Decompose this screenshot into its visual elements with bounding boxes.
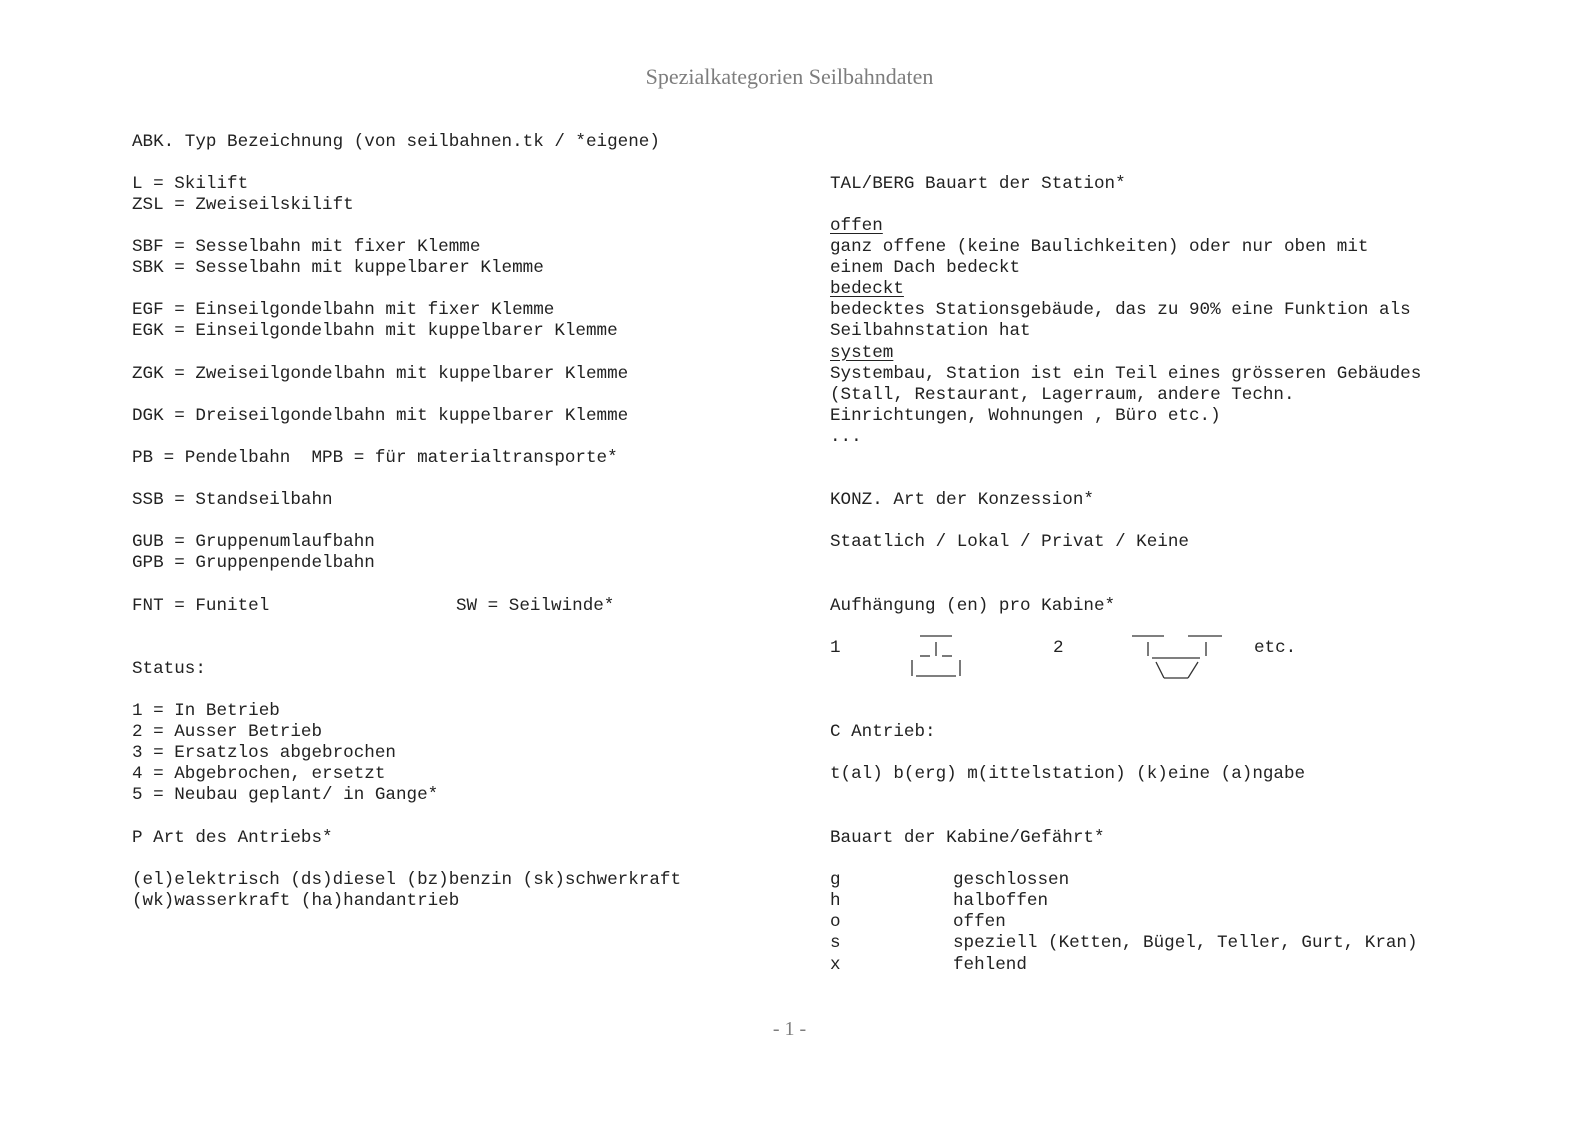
type-sbk: SBK = Sesselbahn mit kuppelbarer Klemme [132, 258, 544, 278]
status-heading: Status: [132, 659, 206, 679]
system-desc: Systembau, Station ist ein Teil eines grösseren Gebäudes [830, 364, 1422, 384]
type-egk: EGK = Einseilgondelbahn mit kuppelbarer Klemme [132, 321, 618, 341]
cabin-code: o [830, 912, 841, 932]
bedeckt-label: bedeckt [830, 279, 904, 299]
status-item: 5 = Neubau geplant/ in Gange* [132, 785, 439, 805]
cabin-label: fehlend [953, 955, 1027, 975]
type-sbf: SBF = Sesselbahn mit fixer Klemme [132, 237, 481, 257]
suspension-one-label: 1 [830, 638, 841, 658]
double-suspension-diagram [1126, 624, 1236, 684]
type-pb: PB = Pendelbahn MPB = für materialtransporte* [132, 448, 618, 468]
abk-heading: ABK. Typ Bezeichnung (von seilbahnen.tk / *eigene) [132, 132, 660, 152]
type-sw: SW = Seilwinde* [456, 596, 615, 616]
status-item: 1 = In Betrieb [132, 701, 280, 721]
system-desc: Einrichtungen, Wohnungen , Büro etc.) [830, 406, 1221, 426]
offen-desc: einem Dach bedeckt [830, 258, 1021, 278]
offen-label: offen [830, 216, 883, 236]
type-zsl: ZSL = Zweiseilskilift [132, 195, 354, 215]
cabin-code: h [830, 891, 841, 911]
page-number: - 1 - [772, 1018, 807, 1040]
type-dgk: DGK = Dreiseilgondelbahn mit kuppelbarer Klemme [132, 406, 629, 426]
konz-values: Staatlich / Lokal / Privat / Keine [830, 532, 1189, 552]
cabin-label: offen [953, 912, 1006, 932]
status-item: 2 = Ausser Betrieb [132, 722, 323, 742]
antrieb-values: t(al) b(erg) m(ittelstation) (k)eine (a)ngabe [830, 764, 1306, 784]
cabin-code: g [830, 870, 841, 890]
suspension-etc-label: etc. [1254, 638, 1297, 658]
cabin-label: geschlossen [953, 870, 1070, 890]
drive-line: (wk)wasserkraft (ha)handantrieb [132, 891, 460, 911]
cabin-label: halboffen [953, 891, 1049, 911]
type-l: L = Skilift [132, 174, 249, 194]
drive-line: (el)elektrisch (ds)diesel (bz)benzin (sk)schwerkraft [132, 870, 682, 890]
cabin-code: s [830, 933, 841, 953]
cabin-code: x [830, 955, 841, 975]
type-fnt: FNT = Funitel [132, 596, 270, 616]
station-heading: TAL/BERG Bauart der Station* [830, 174, 1126, 194]
antrieb-heading: C Antrieb: [830, 722, 936, 742]
type-ssb: SSB = Standseilbahn [132, 490, 333, 510]
cabin-heading: Bauart der Kabine/Gefährt* [830, 828, 1105, 848]
type-gpb: GPB = Gruppenpendelbahn [132, 553, 375, 573]
document-title: Spezialkategorien Seilbahndaten [645, 64, 934, 89]
suspension-two-label: 2 [1053, 638, 1064, 658]
type-gub: GUB = Gruppenumlaufbahn [132, 532, 375, 552]
cabin-label: speziell (Ketten, Bügel, Teller, Gurt, Kran) [953, 933, 1418, 953]
single-suspension-diagram [900, 624, 980, 684]
status-item: 3 = Ersatzlos abgebrochen [132, 743, 396, 763]
status-item: 4 = Abgebrochen, ersetzt [132, 764, 386, 784]
system-label: system [830, 343, 894, 363]
offen-desc: ganz offene (keine Baulichkeiten) oder nur oben mit [830, 237, 1369, 257]
bedeckt-desc: bedecktes Stationsgebäude, das zu 90% eine Funktion als [830, 300, 1411, 320]
type-zgk: ZGK = Zweiseilgondelbahn mit kuppelbarer Klemme [132, 364, 629, 384]
suspension-heading: Aufhängung (en) pro Kabine* [830, 596, 1116, 616]
konz-heading: KONZ. Art der Konzession* [830, 490, 1094, 510]
system-desc: ... [830, 427, 862, 447]
drive-heading: P Art des Antriebs* [132, 828, 333, 848]
system-desc: (Stall, Restaurant, Lagerraum, andere Techn. [830, 385, 1295, 405]
type-egf: EGF = Einseilgondelbahn mit fixer Klemme [132, 300, 555, 320]
bedeckt-desc: Seilbahnstation hat [830, 321, 1031, 341]
